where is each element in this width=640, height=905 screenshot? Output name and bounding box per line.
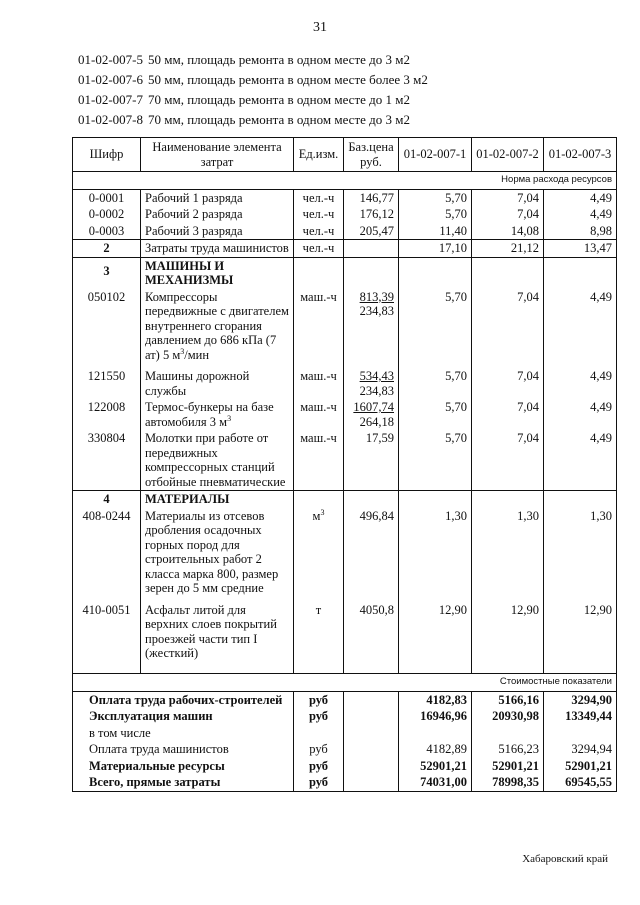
row-value-1: 1,30	[399, 508, 472, 597]
row-value-3: 4,49	[544, 430, 617, 491]
row-name-sup: 3	[227, 413, 232, 423]
row-unit: чел.-ч	[294, 206, 344, 223]
total-row	[73, 741, 617, 758]
row-value-2: 7,04	[472, 189, 544, 206]
row-value-2: 7,04	[472, 289, 544, 364]
table-row	[73, 189, 617, 206]
col-code-2: 01-02-007-2	[472, 138, 544, 172]
row-code: 410-0051	[73, 597, 141, 662]
empty-cell	[344, 491, 399, 508]
row-name	[141, 399, 294, 430]
code-line	[78, 110, 428, 130]
code-id: 01-02-007-7	[78, 92, 143, 107]
total-value-2	[472, 725, 544, 742]
row-unit: маш.-ч	[294, 430, 344, 491]
total-row	[73, 725, 617, 742]
row-code: 050102	[73, 289, 141, 364]
price-main: 534,43	[359, 369, 394, 383]
total-name: Оплата труда рабочих-строителей	[73, 691, 294, 708]
code-desc: 50 мм, площадь ремонта в одном месте до 3 м2	[148, 52, 410, 67]
row-value-1: 11,40	[399, 223, 472, 240]
row-value-3: 4,49	[544, 363, 617, 399]
row-name: Рабочий 2 разряда	[141, 206, 294, 223]
section-header	[73, 491, 617, 508]
col-code-3: 01-02-007-3	[544, 138, 617, 172]
total-unit: руб	[294, 708, 344, 725]
row-price: 496,84	[344, 508, 399, 597]
row-price	[344, 399, 399, 430]
table-row	[73, 289, 617, 364]
section-number: 3	[73, 257, 141, 289]
code-desc: 70 мм, площадь ремонта в одном месте до 3 м2	[148, 112, 410, 127]
table-header	[73, 138, 617, 172]
row-value-2: 1,30	[472, 508, 544, 597]
row-value-3: 13,47	[544, 240, 617, 258]
row-unit: маш.-ч	[294, 289, 344, 364]
row-price: 205,47	[344, 223, 399, 240]
total-row	[73, 691, 617, 708]
row-value-3: 4,49	[544, 189, 617, 206]
total-name: в том числе	[73, 725, 294, 742]
total-value-2: 78998,35	[472, 774, 544, 791]
row-value-2: 7,04	[472, 430, 544, 491]
row-code: 408-0244	[73, 508, 141, 597]
price-operator: 264,18	[359, 414, 394, 429]
total-unit	[294, 725, 344, 742]
total-unit: руб	[294, 774, 344, 791]
empty-cell	[294, 257, 344, 289]
table-row	[73, 223, 617, 240]
spacer-row	[73, 662, 617, 674]
row-name	[141, 289, 294, 364]
row-value-3: 1,30	[544, 508, 617, 597]
row-code: 0-0002	[73, 206, 141, 223]
row-value-2: 7,04	[472, 206, 544, 223]
row-name: Машины дорожной службы	[141, 363, 294, 399]
total-unit: руб	[294, 758, 344, 775]
code-desc: 50 мм, площадь ремонта в одном месте более 3 м2	[148, 72, 428, 87]
total-name: Всего, прямые затраты	[73, 774, 294, 791]
row-name: Асфальт литой для верхних слоев покрытий проезжей части тип I (жесткий)	[141, 597, 294, 662]
total-row	[73, 774, 617, 791]
total-value-1: 4182,83	[399, 691, 472, 708]
table-row	[73, 240, 617, 258]
row-value-2: 21,12	[472, 240, 544, 258]
code-id: 01-02-007-6	[78, 72, 143, 87]
total-name: Материальные ресурсы	[73, 758, 294, 775]
total-row	[73, 758, 617, 775]
region-footer: Хабаровский край	[522, 853, 608, 865]
row-unit: т	[294, 597, 344, 662]
empty-cell	[472, 491, 544, 508]
total-value-2: 5166,16	[472, 691, 544, 708]
section-header	[73, 257, 617, 289]
code-desc: 70 мм, площадь ремонта в одном месте до 1 м2	[148, 92, 410, 107]
row-value-3: 4,49	[544, 399, 617, 430]
row-unit: чел.-ч	[294, 189, 344, 206]
page-number: 31	[313, 20, 327, 35]
total-value-2: 52901,21	[472, 758, 544, 775]
section-number: 2	[73, 240, 141, 258]
row-value-3: 8,98	[544, 223, 617, 240]
total-value-2: 5166,23	[472, 741, 544, 758]
price-operator: 234,83	[359, 304, 394, 318]
total-value-1: 16946,96	[399, 708, 472, 725]
table-row	[73, 430, 617, 491]
row-value-1: 5,70	[399, 206, 472, 223]
total-value-3	[544, 725, 617, 742]
col-price: Баз.цена руб.	[344, 138, 399, 172]
total-value-3: 3294,90	[544, 691, 617, 708]
row-price: 146,77	[344, 189, 399, 206]
row-value-3: 12,90	[544, 597, 617, 662]
row-value-2: 7,04	[472, 363, 544, 399]
code-line	[78, 70, 428, 90]
code-line	[78, 90, 428, 110]
row-price: 4050,8	[344, 597, 399, 662]
row-unit: маш.-ч	[294, 363, 344, 399]
code-line	[78, 50, 428, 70]
row-name-tail: /мин	[184, 347, 210, 362]
section-title: МАШИНЫ И МЕХАНИЗМЫ	[141, 257, 294, 289]
row-unit	[294, 508, 344, 597]
total-name: Оплата труда машинистов	[73, 741, 294, 758]
row-name-text: Термос-бункеры на базе автомобиля 3 м	[145, 400, 274, 429]
total-unit: руб	[294, 741, 344, 758]
table-row	[73, 597, 617, 662]
table-row	[73, 363, 617, 399]
unit-sup: 3	[320, 507, 325, 517]
section-title: МАТЕРИАЛЫ	[141, 491, 294, 508]
empty-cell	[544, 257, 617, 289]
row-value-1: 5,70	[399, 399, 472, 430]
col-unit: Ед.изм.	[294, 138, 344, 172]
empty-cell	[294, 491, 344, 508]
empty-cell	[472, 257, 544, 289]
row-value-2: 12,90	[472, 597, 544, 662]
total-name: Эксплуатация машин	[73, 708, 294, 725]
table-row	[73, 399, 617, 430]
row-price: 17,59	[344, 430, 399, 491]
total-value-3: 69545,55	[544, 774, 617, 791]
row-value-1: 5,70	[399, 289, 472, 364]
total-value-2: 20930,98	[472, 708, 544, 725]
total-unit: руб	[294, 691, 344, 708]
row-value-1: 5,70	[399, 363, 472, 399]
row-value-3: 4,49	[544, 289, 617, 364]
row-unit: чел.-ч	[294, 240, 344, 258]
row-code: 0-0003	[73, 223, 141, 240]
row-code: 330804	[73, 430, 141, 491]
total-value-1: 74031,00	[399, 774, 472, 791]
row-unit: чел.-ч	[294, 223, 344, 240]
empty-cell	[344, 257, 399, 289]
row-name: Материалы из отсевов дробления осадочных горных пород для строительных работ 2 класса марка 800, размер зерен до 5 мм средние	[141, 508, 294, 597]
row-unit: маш.-ч	[294, 399, 344, 430]
row-price	[344, 363, 399, 399]
section-number: 4	[73, 491, 141, 508]
row-name: Молотки при работе от передвижных компрессорных станций отбойные пневматические	[141, 430, 294, 491]
row-name: Затраты труда машинистов	[141, 240, 294, 258]
total-value-1	[399, 725, 472, 742]
row-name-text: Компрессоры передвижные с двигателем внутреннего сгорания давлением до 686 кПа (7 ат) 5 м	[145, 289, 289, 362]
row-value-1: 5,70	[399, 430, 472, 491]
row-price: 176,12	[344, 206, 399, 223]
row-value-1: 12,90	[399, 597, 472, 662]
row-code: 121550	[73, 363, 141, 399]
empty-cell	[544, 491, 617, 508]
row-value-1: 17,10	[399, 240, 472, 258]
row-value-2: 7,04	[472, 399, 544, 430]
table-row	[73, 508, 617, 597]
table-row	[73, 206, 617, 223]
col-code-1: 01-02-007-1	[399, 138, 472, 172]
row-code: 122008	[73, 399, 141, 430]
total-value-3: 3294,94	[544, 741, 617, 758]
row-value-1: 5,70	[399, 189, 472, 206]
empty-cell	[399, 257, 472, 289]
row-value-2: 14,08	[472, 223, 544, 240]
row-name: Рабочий 3 разряда	[141, 223, 294, 240]
code-id: 01-02-007-5	[78, 52, 143, 67]
price-main: 1607,74	[353, 400, 394, 414]
total-value-1: 52901,21	[399, 758, 472, 775]
resource-table	[72, 137, 617, 792]
row-price	[344, 289, 399, 364]
price-operator: 234,83	[359, 383, 394, 398]
code-list	[78, 50, 428, 130]
unit-text: м	[312, 508, 321, 523]
col-name: Наименование элемента затрат	[141, 138, 294, 172]
norm-label: Норма расхода ресурсов	[73, 172, 617, 190]
total-value-1: 4182,89	[399, 741, 472, 758]
empty-cell	[399, 491, 472, 508]
code-id: 01-02-007-8	[78, 112, 143, 127]
row-price	[344, 240, 399, 258]
col-cipher: Шифр	[73, 138, 141, 172]
total-value-3: 52901,21	[544, 758, 617, 775]
cost-label: Стоимостные показатели	[73, 674, 617, 692]
total-value-3: 13349,44	[544, 708, 617, 725]
row-value-3: 4,49	[544, 206, 617, 223]
norm-label-row	[73, 172, 617, 190]
price-main: 813,39	[359, 289, 394, 304]
total-row	[73, 708, 617, 725]
cost-label-row	[73, 674, 617, 692]
row-name: Рабочий 1 разряда	[141, 189, 294, 206]
row-code: 0-0001	[73, 189, 141, 206]
row-name-sup: 3	[180, 346, 185, 356]
